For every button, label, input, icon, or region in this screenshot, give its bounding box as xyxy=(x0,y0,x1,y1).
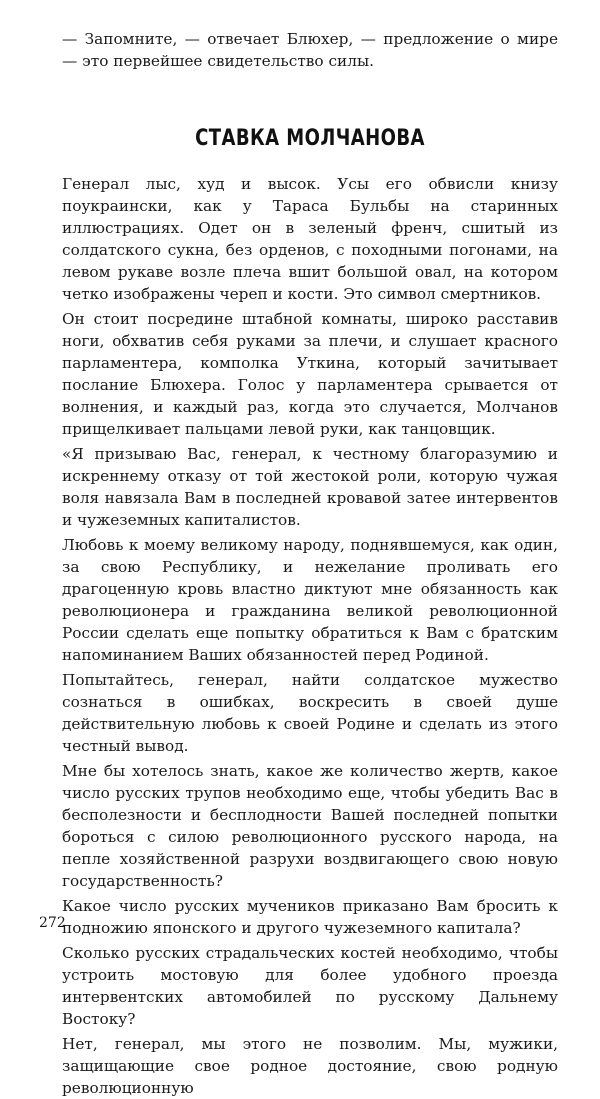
paragraph-try-general: Попытайтесь, генерал, найти солдатское мужество сознаться в ошибках, воскресить в своей душе действительную любовь к своей Родине и сделать из этого честный вывод. xyxy=(62,671,558,755)
paragraph-bones: Сколько русских страдальческих костей необходимо, чтобы устроить мостовую для более удобного проезда интервентских автомобилей по русскому Дальнему Востоку? xyxy=(62,944,558,1028)
paragraph-staff-room: Он стоит посредине штабной комнаты, широко расставив ноги, обхватив себя руками за плечи, и слушает красного парламентера, комполка Уткина, который зачитывает послание Блюхера. Голос у парламентера срывается от волнения, и каждый раз, когда это случается, Молчанов прищелкивает пальцами левой руки, как танцовщик. xyxy=(62,310,558,438)
paragraph-general-description: Генерал лыс, худ и высок. Усы его обвисли книзу поукраински, как у Тараса Бульбы на старинных иллюстрациях. Одет он в зеленый френч, сшитый из солдатского сукна, без орденов, с походными погонами, на левом рукаве возле плеча вшит большой овал, на котором четко изображены череп и кости. Это символ смертников. xyxy=(62,175,558,303)
paragraph-we-will-not-allow: Нет, генерал, мы этого не позволим. Мы, мужики, защищающие свое родное достояние, свою родную революционную xyxy=(62,1035,558,1097)
page-number: 272 xyxy=(39,915,66,931)
paragraph-love-of-people: Любовь к моему великому народу, поднявшемуся, как один, за свою Республику, и нежелание проливать его драгоценную кровь властно диктуют мне обязанность как революционера и гражданина великой революционной России сделать еще попытку обратиться к Вам с братским напоминанием Ваших обязанностей перед Родиной. xyxy=(62,536,558,664)
paragraph-martyrs: Какое число русских мучеников приказано Вам бросить к подножию японского и другого чужеземного капитала? xyxy=(62,897,558,937)
paragraph-letter-opening: «Я призываю Вас, генерал, к честному благоразумию и искреннему отказу от той жестокой роли, которую чужая воля навязала Вам в последней кровавой затее интервентов и чужеземных капиталистов. xyxy=(62,445,558,529)
page-body xyxy=(62,28,558,1099)
chapter-title: СТАВКА МОЛЧАНОВА xyxy=(195,126,425,151)
paragraph-how-many-victims: Мне бы хотелось знать, какое же количество жертв, какое число русских трупов необходимо еще, чтобы убедить Вас в бесполезности и бесплодности Вашей последней попытки бороться с силою революционного русского народа, на пепле хозяйственной разрухи воздвигающего свою новую государственность? xyxy=(62,762,558,890)
opening-paragraph: — Запомните, — отвечает Блюхер, — предложение о мире — это первейшее свидетельство силы. xyxy=(62,30,558,70)
